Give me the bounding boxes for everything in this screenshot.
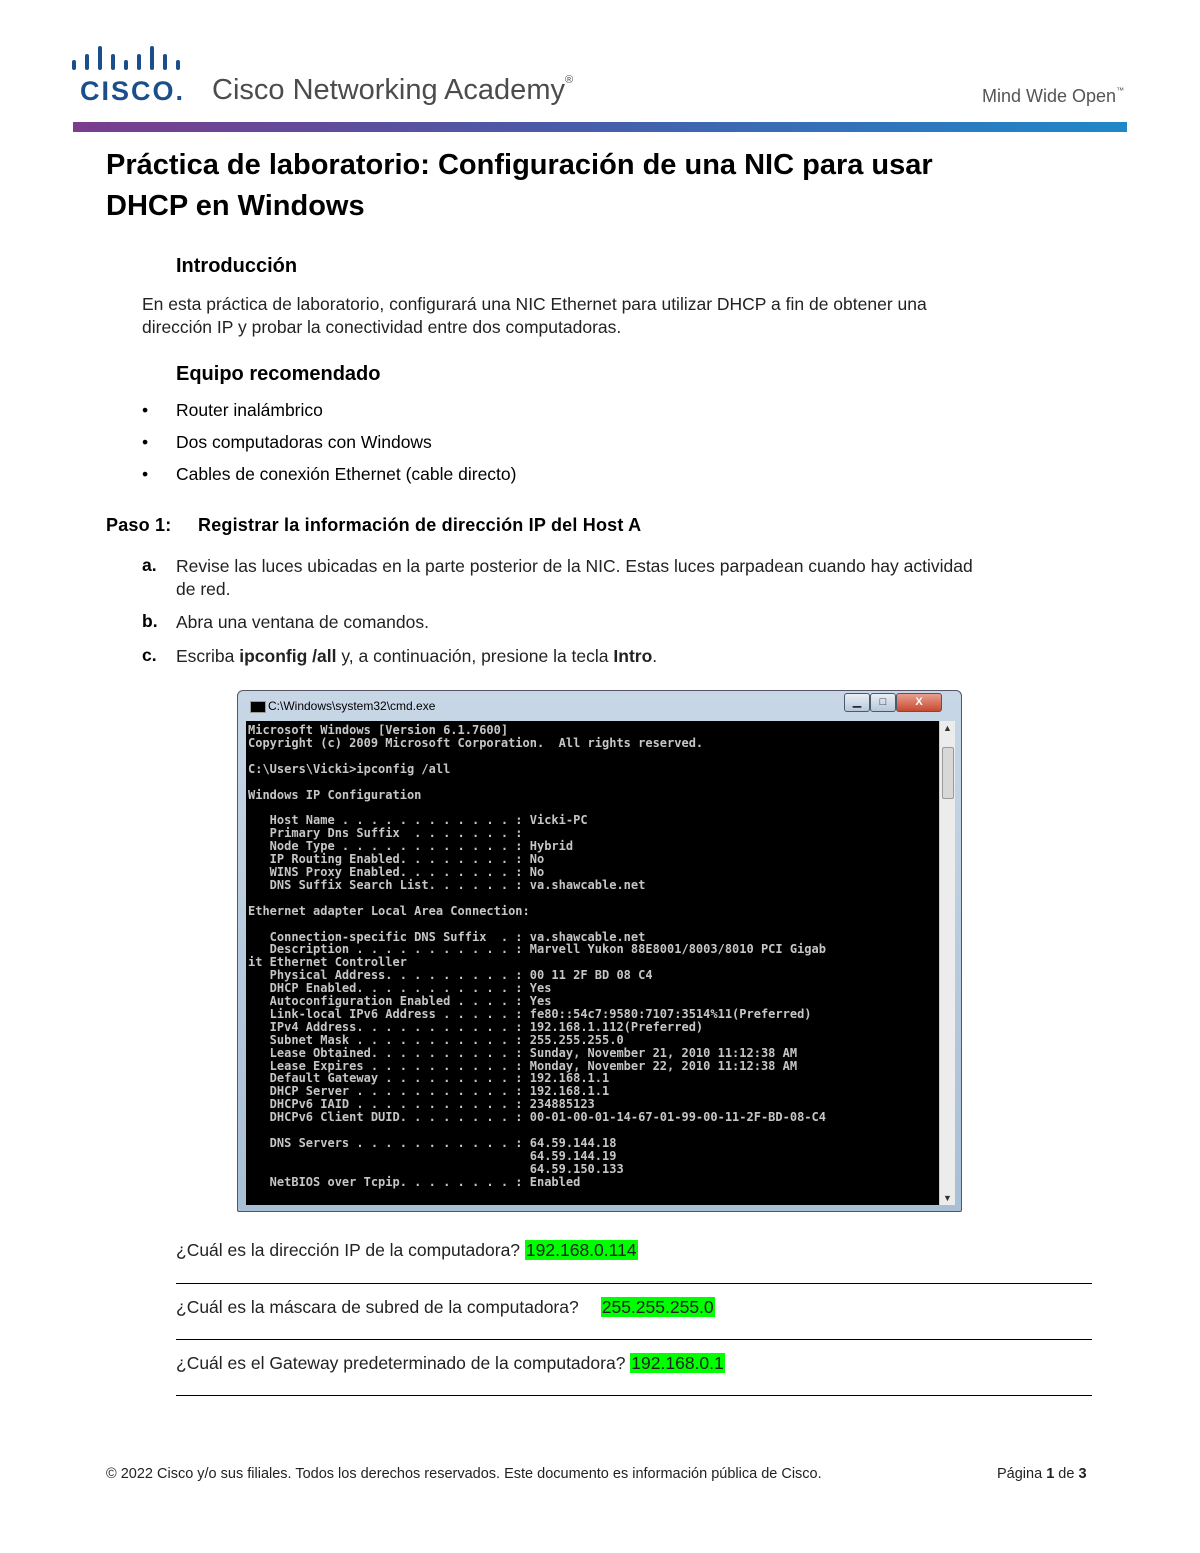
answer-gateway: 192.168.0.1 (631, 1353, 724, 1373)
page-title: Práctica de laboratorio: Configuración de una NIC para usar DHCP en Windows (106, 149, 933, 222)
close-button[interactable]: X (896, 693, 942, 712)
question-gateway: ¿Cuál es el Gateway predeterminado de la computadora? 192.168.0.1 (176, 1353, 724, 1373)
cisco-wordmark: CISCO. (80, 76, 186, 106)
list-item: • Cables de conexión Ethernet (cable directo) (142, 464, 517, 484)
scrollbar[interactable] (939, 721, 955, 1205)
step-b-text: Abra una ventana de comandos. (176, 612, 429, 632)
scroll-down-icon[interactable]: ▼ (943, 1193, 952, 1203)
step-heading: Paso 1: Registrar la información de dirección IP del Host A (106, 515, 642, 535)
equipment-heading: Equipo recomendado (176, 363, 381, 385)
cmd-output: Microsoft Windows [Version 6.1.7600] Copyright (c) 2009 Microsoft Corporation. All rights reserved. C:\Users\Vicki>ipconfig /all Windows IP Configuration Host Name . . . . . . . . . . . . : Vicki-PC Primary Dns Suffix . . . . . . . : Node Type . . . . . . . . . . . . : Hybrid IP Routing Enabled. . . . . . . . : No WINS Proxy Enabled. . . . . . . . : No DNS Suffix Search List. . . . . . : va.shawcable.net Ethernet adapter Local Area Connection: Connection-specific DNS Suffix . : va.shawcable.net Description . . . . . . . . . . . : Marvell Yukon 88E8001/8003/8010 PCI Gigab it Ethernet Controller Physical Address. . . . . . . . . : 00 11 2F BD 08 C4 DHCP Enabled. . . . . . . . . . . : Yes Autoconfiguration Enabled . . . . : Yes Link-local IPv6 Address . . . . . : fe80::54c7:9580:7107:3514%11(Preferred) IPv4 Address. . . . . . . . . . . : 192.168.1.112(Preferred) Subnet Mask . . . . . . . . . . . : 255.255.255.0 Lease Obtained. . . . . . . . . . : Sunday, November 21, 2010 11:12:38 AM Lease Expires . . . . . . . . . . : Monday, November 22, 2010 11:12:38 AM Default Gateway . . . . . . . . . : 192.168.1.1 DHCP Server . . . . . . . . . . . : 192.168.1.1 DHCPv6 IAID . . . . . . . . . . . : 234885123 DHCPv6 Client DUID. . . . . . . . : 00-01-00-01-14-67-01-99-00-11-2F-BD-08-C4 DNS Servers . . . . . . . . . . . : 64.59.144.18 64.59.144.19 64.59.150.133 NetBIOS over Tcpip. . . . . . . . : Enabled (248, 723, 826, 1189)
answer-mask: 255.255.255.0 (601, 1297, 714, 1317)
cmd-console (246, 721, 939, 1205)
cmd-window-title: C:\Windows\system32\cmd.exe (268, 699, 436, 713)
step-a-label: a. (142, 555, 157, 575)
scroll-thumb[interactable] (942, 747, 954, 799)
maximize-button[interactable]: □ (870, 693, 896, 712)
answer-line (176, 1283, 1092, 1284)
list-item: • Dos computadoras con Windows (142, 432, 432, 452)
header-divider (73, 122, 1127, 132)
answer-ip: 192.168.0.114 (525, 1240, 637, 1260)
cmd-window (237, 690, 962, 1212)
step-a-text: Revise las luces ubicadas en la parte posterior de la NIC. Estas luces parpadean cuando hay actividad de red. (176, 556, 973, 599)
intro-text: En esta práctica de laboratorio, configurará una NIC Ethernet para utilizar DHCP a fin de obtener una dirección IP y probar la conectividad entre dos computadoras. (142, 294, 927, 337)
minimize-button[interactable]: ▁ (844, 693, 870, 712)
page-number: Página 1 de 3 (997, 1466, 1087, 1482)
answer-line (176, 1395, 1092, 1396)
step-b-label: b. (142, 611, 158, 631)
question-ip: ¿Cuál es la dirección IP de la computadora? 192.168.0.114 (176, 1240, 637, 1260)
tagline: Mind Wide Open™ (982, 86, 1125, 106)
cmd-icon (250, 701, 266, 713)
list-item: • Router inalámbrico (142, 400, 323, 420)
step-c-text: Escriba ipconfig /all y, a continuación, presione la tecla Intro. (176, 646, 658, 666)
cisco-logo-bars-icon (72, 46, 182, 76)
copyright-footer: © 2022 Cisco y/o sus filiales. Todos los derechos reservados. Este documento es información pública de Cisco. (106, 1466, 822, 1482)
question-mask: ¿Cuál es la máscara de subred de la computadora? 255.255.255.0 (176, 1297, 714, 1317)
academy-name: Cisco Networking Academy® (212, 74, 574, 106)
answer-line (176, 1339, 1092, 1340)
step-c-label: c. (142, 645, 157, 665)
intro-heading: Introducción (176, 255, 298, 277)
scroll-up-icon[interactable]: ▲ (943, 723, 952, 733)
